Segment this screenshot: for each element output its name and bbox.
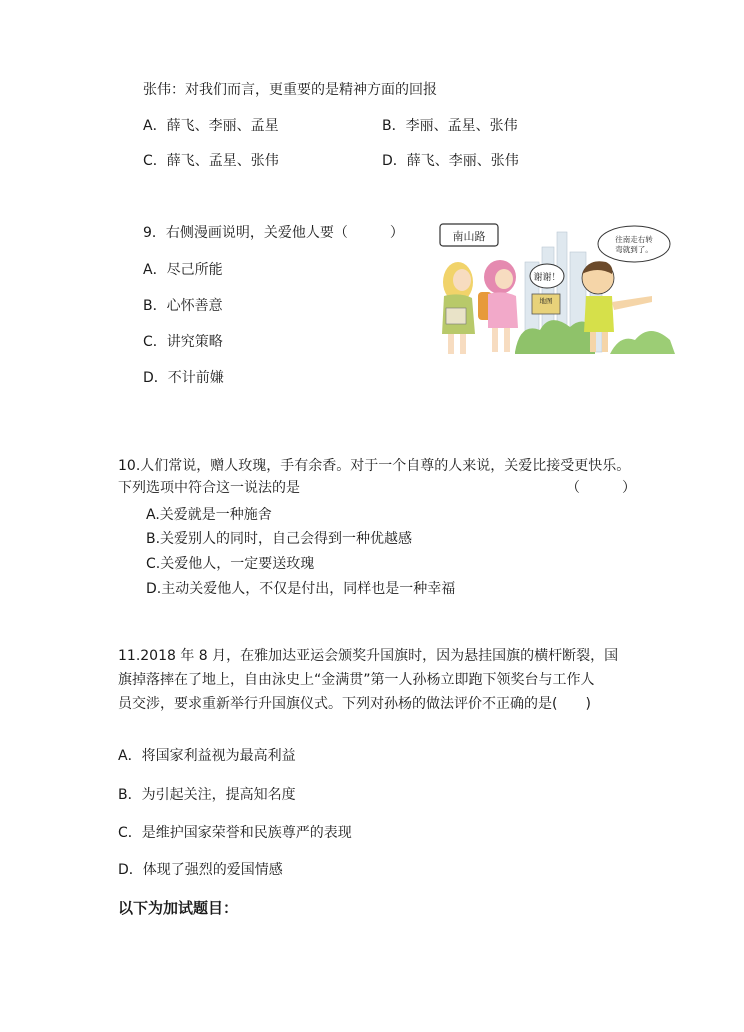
q10-option-d: D.主动关爱他人，不仅是付出，同样也是一种幸福 — [146, 581, 456, 597]
option-d: D．薛飞、李丽、张伟 — [382, 153, 519, 169]
svg-text:地图: 地图 — [539, 297, 553, 305]
q9-option-d: D．不计前嫌 — [143, 370, 224, 386]
option-c: C．薛飞、孟星、张伟 — [143, 153, 279, 169]
q11-stem-line3: 员交涉，要求重新举行升国旗仪式。下列对孙杨的做法评价不正确的是( ) — [118, 696, 591, 712]
q11-stem-line1: 11.2018 年 8 月，在雅加达亚运会颁奖升国旗时，因为悬挂国旗的横杆断裂，国 — [118, 648, 619, 664]
option-b: B．李丽、孟星、张伟 — [382, 118, 518, 134]
q10-option-a: A.关爱就是一种施舍 — [146, 507, 272, 523]
speech-bubble-directions — [598, 226, 670, 262]
q10-option-c: C.关爱他人，一定要送玫瑰 — [146, 556, 315, 572]
q9-option-a: A．尽己所能 — [143, 262, 223, 278]
option-a: A．薛飞、李丽、孟星 — [143, 118, 279, 134]
svg-text:往南走右转: 往南走右转 — [615, 235, 653, 244]
svg-text:南山路: 南山路 — [452, 230, 486, 243]
street-sign — [440, 224, 498, 246]
q10-answer-bracket: （ ） — [566, 480, 636, 496]
section-heading-extra-questions: 以下为加试题目： — [118, 899, 239, 917]
svg-text:谢谢！: 谢谢！ — [533, 273, 561, 283]
q10-option-b: B.关爱别人的同时，自己会得到一种优越感 — [146, 531, 413, 547]
q11-stem-line2: 旗掉落摔在了地上，自由泳史上“金满贯”第一人孙杨立即跑下领奖台与工作人 — [118, 672, 595, 688]
q10-stem-line2: 下列选项中符合这一说法的是 — [118, 480, 300, 496]
q9-option-b: B．心怀善意 — [143, 298, 223, 314]
q10-stem-line1: 10.人们常说，赠人玫瑰，手有余香。对于一个自尊的人来说，关爱比接受更快乐。 — [118, 458, 631, 474]
statement-zhangwei: 张伟：对我们而言，更重要的是精神方面的回报 — [143, 82, 437, 98]
speech-bubble-thanks — [530, 264, 564, 288]
q9-option-c: C．讲究策略 — [143, 334, 223, 350]
q11-option-c: C．是维护国家荣誉和民族尊严的表现 — [118, 825, 352, 841]
map-sheet — [532, 294, 560, 314]
q11-option-d: D．体现了强烈的爱国情感 — [118, 862, 283, 878]
q9-stem: 9．右侧漫画说明，关爱他人要（ ） — [143, 225, 404, 241]
q11-option-a: A．将国家利益视为最高利益 — [118, 748, 296, 764]
q11-option-b: B．为引起关注，提高知名度 — [118, 787, 296, 803]
svg-text:弯就到了。: 弯就到了。 — [615, 245, 653, 254]
girl-figure-middle — [478, 260, 518, 352]
girl-figure-left — [442, 262, 475, 354]
cartoon-illustration — [420, 222, 680, 357]
